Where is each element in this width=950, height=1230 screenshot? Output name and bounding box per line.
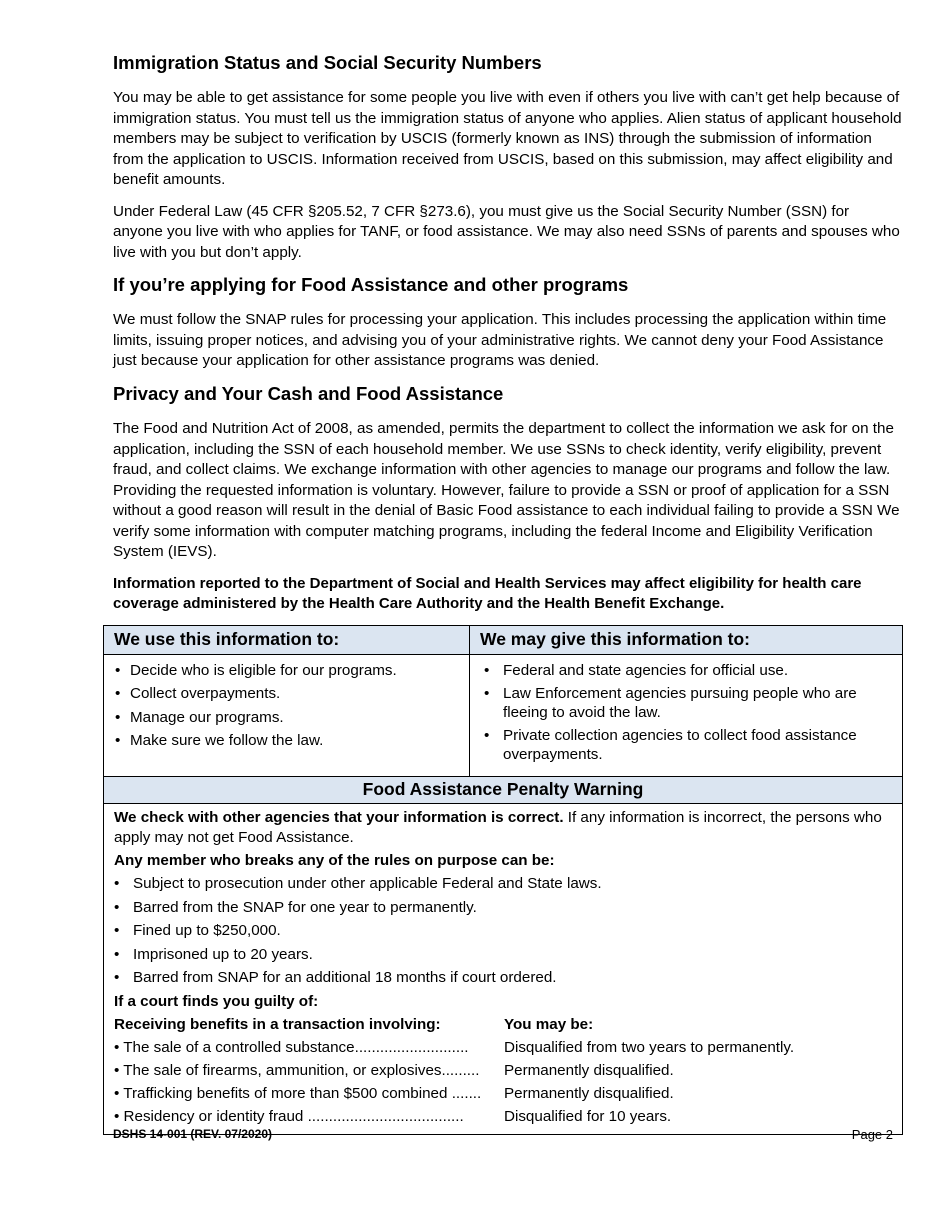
list-item: • Imprisoned up to 20 years. [114, 945, 892, 965]
violation-act: Trafficking benefits of more than $500 combined [123, 1084, 452, 1102]
leader-dots: ......... [441, 1061, 480, 1079]
list-item: • Decide who is eligible for our programs. [115, 662, 458, 681]
privacy-paragraph: The Food and Nutrition Act of 2008, as amended, permits the department to collect the information we ask for on the application, including the SSN of each household member. We use SSNs to check identity, verify eligibility, prevent fraud, and collect claims. We exchange information with other agencies to manage our programs and follow the law. Providing the requested information is voluntary. However, failure to provide a SSN or proof of application for a SSN without a good reason will result in the denial of Basic Food assistance to each individual failing to provide a SSN We verify some information with computer matching programs, including the federal Income and Eligibility Verification System (IEVS). [113, 420, 900, 561]
list-item: • Manage our programs. [115, 709, 458, 728]
list-item: • Subject to prosecution under other applicable Federal and State laws. [114, 874, 892, 894]
violation-row: • Residency or identity fraud ..................................... Disqualified for 10 years. [114, 1107, 892, 1127]
use-info-header: We use this information to: [104, 625, 470, 654]
leader-dots: ........................... [354, 1038, 469, 1056]
privacy-heading: Privacy and Your Cash and Food Assistance [113, 382, 504, 404]
list-item: • Fined up to $250,000. [114, 921, 892, 941]
violation-act: The sale of firearms, ammunition, or explosives [123, 1061, 442, 1079]
list-item: • Private collection agencies to collect food assistance overpayments. [481, 727, 891, 764]
violation-result: Permanently disqualified. [504, 1084, 674, 1102]
give-info-header: We may give this information to: [470, 625, 903, 654]
list-item: • Barred from the SNAP for one year to permanently. [114, 898, 892, 918]
leader-dots: ..................................... [307, 1107, 464, 1125]
violations-header-row [114, 1015, 892, 1035]
immigration-paragraph-1: You may be able to get assistance for some people you live with even if others you live with can’t get help because of immigration status. You must tell us the immigration status of anyone who applies. Alien status of applicant household members may be subject to verification by USCIS (formerly known as INS) through the submission of information from the application to USCIS. Information received from USCIS, based on this submission, may affect eligibility and benefit amounts. [113, 89, 902, 189]
use-info-list [105, 656, 468, 762]
penalty-intro [114, 808, 892, 848]
penalty-intro-text: If any information is incorrect, the persons who apply may not get Food Assistance. [114, 809, 882, 847]
list-item: • Collect overpayments. [115, 685, 458, 704]
rules-heading: Any member who breaks any of the rules on purpose can be: [114, 852, 555, 870]
transaction-column-heading: Receiving benefits in a transaction involving: [114, 1015, 441, 1033]
give-info-cell [470, 654, 903, 777]
immigration-paragraph-2: Under Federal Law (45 CFR §205.52, 7 CFR §273.6), you must give us the Social Security Number (SSN) for anyone you live with who applies for TANF, or food assistance. We may also need SSNs of parents and spouses who live with you but don’t apply. [113, 202, 900, 261]
information-use-table [103, 625, 903, 1135]
violation-row: • The sale of a controlled substance........................... Disqualified from two years to permanently. [114, 1038, 892, 1058]
violation-row: • Trafficking benefits of more than $500 combined ....... Permanently disqualified. [114, 1084, 892, 1104]
list-item: • Barred from SNAP for an additional 18 months if court ordered. [114, 968, 892, 988]
health-care-note: Information reported to the Department of Social and Health Services may affect eligibility for health care coverage administered by the Health Care Authority and the Health Benefit Exchange. [113, 574, 862, 612]
list-item: • Make sure we follow the law. [115, 732, 458, 751]
form-id: DSHS 14-001 (REV. 07/2020) [113, 1127, 272, 1141]
food-assistance-paragraph: We must follow the SNAP rules for processing your application. This includes processing the application within time limits, issuing proper notices, and advising you of your administrative rights. We cannot deny your Food Assistance just because your application for other assistance programs was denied. [113, 311, 887, 370]
list-item: • Federal and state agencies for official use. [481, 662, 891, 681]
food-assistance-heading: If you’re applying for Food Assistance and other programs [113, 274, 629, 296]
violation-row: • The sale of firearms, ammunition, or explosives......... Permanently disqualified. [114, 1061, 892, 1081]
penalty-warning-cell [104, 804, 903, 1135]
violation-result: Permanently disqualified. [504, 1061, 674, 1079]
immigration-heading: Immigration Status and Social Security Numbers [113, 52, 542, 73]
violation-result: Disqualified for 10 years. [504, 1107, 672, 1125]
court-heading: If a court finds you guilty of: [114, 992, 319, 1010]
give-info-list [471, 656, 901, 776]
penalty-warning-header: Food Assistance Penalty Warning [104, 777, 903, 804]
leader-dots: ....... [451, 1084, 482, 1102]
violation-act: The sale of a controlled substance [123, 1038, 355, 1056]
page-number: Page 2 [851, 1127, 893, 1142]
list-item: • Law Enforcement agencies pursuing people who are fleeing to avoid the law. [481, 685, 891, 722]
penalty-intro-bold: We check with other agencies that your information is correct. [114, 809, 564, 827]
use-info-cell [104, 654, 470, 777]
violation-result: Disqualified from two years to permanently. [504, 1038, 795, 1056]
document-body [113, 52, 903, 1135]
penalty-column-heading: You may be: [504, 1015, 594, 1033]
violation-act: Residency or identity fraud [123, 1107, 308, 1125]
